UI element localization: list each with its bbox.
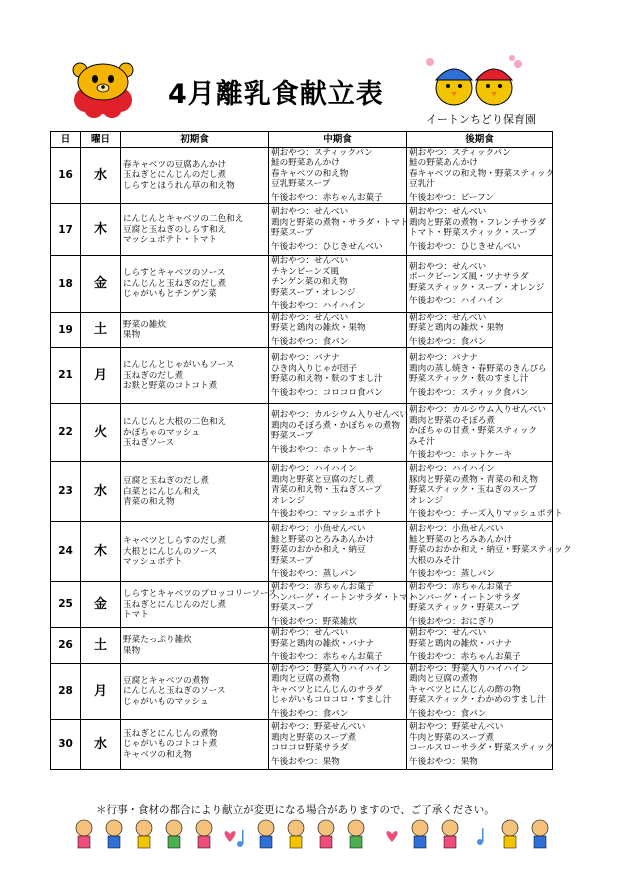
afternoon-snack: 午後おやつ：マッシュポテト (271, 509, 383, 520)
menu-item: 玉ねぎソース (123, 438, 175, 449)
menu-table (50, 131, 572, 770)
page-title: 4月離乳食献立表 (168, 79, 384, 110)
menu-item: 朝おやつ：カルシウム入りせんべい (271, 410, 409, 421)
menu-item: 野菜スープ・オレンジ (271, 287, 356, 298)
late-stage-cell (407, 348, 553, 404)
menu-item: 牛肉と野菜のスープ煮 (409, 732, 495, 743)
late-stage-cell (407, 522, 572, 582)
menu-item: ポークビーンズ風・ツナサラダ (409, 272, 529, 283)
menu-item: 春キャベツの和え物 (271, 168, 349, 179)
late-stage-cell (407, 204, 553, 256)
late-stage-cell (407, 720, 553, 770)
middle-stage-cell (269, 204, 407, 256)
menu-item: かぼちゃのマッシュ (123, 427, 200, 438)
early-stage-cell (121, 720, 269, 770)
day-cell: 30 (51, 720, 81, 770)
menu-item: コロコロ野菜サラダ (271, 743, 349, 754)
menu-item: キャベツとにんじんの酢の物 (409, 684, 521, 695)
sakura-decoration (426, 55, 522, 68)
menu-item: 鶏肉と野菜と豆腐のだし煮 (271, 474, 375, 485)
menu-item: 豆腐とキャベツの煮物 (123, 675, 209, 686)
day-cell: 22 (51, 404, 81, 462)
menu-item: 朝おやつ：赤ちゃんお菓子 (409, 582, 513, 593)
weekday-cell: 土 (81, 312, 121, 347)
menu-item: にんじんと玉ねぎのだし煮 (123, 278, 227, 289)
afternoon-snack: 午後おやつ：食パン (409, 336, 487, 347)
menu-item: 豚肉と野菜の煮物・青菜の和え物 (409, 474, 538, 485)
menu-item: 野菜スープ (271, 555, 314, 566)
menu-row (51, 148, 553, 204)
menu-item: 鶏肉の蒸し焼き・春野菜のきんぴら (409, 363, 547, 374)
menu-row (51, 462, 553, 522)
late-stage-cell (407, 404, 553, 462)
menu-item: 朝おやつ：小魚せんべい (271, 524, 366, 535)
day-cell: 24 (51, 522, 81, 582)
afternoon-snack: 午後おやつ：赤ちゃんお菓子 (409, 652, 521, 663)
menu-item: 朝おやつ：せんべい (409, 628, 487, 639)
afternoon-snack: 午後おやつ：蒸しパン (271, 569, 357, 580)
children-row (76, 820, 548, 848)
menu-item: お麩と野菜のコトコト煮 (123, 381, 218, 392)
menu-item: コールスローサラダ・野菜スティック (409, 743, 554, 754)
menu-item: トマト (123, 610, 149, 621)
menu-item: 朝おやつ：せんべい (271, 256, 349, 267)
middle-stage-cell (269, 312, 407, 347)
menu-item: 朝おやつ：せんべい (271, 628, 349, 639)
menu-item: チキンビーンズ風 (271, 266, 339, 277)
day-cell: 28 (51, 663, 81, 719)
day-cell: 18 (51, 256, 81, 312)
menu-item: にんじんと玉ねぎのソース (123, 686, 226, 697)
afternoon-snack: 午後おやつ：ひじきせんべい (409, 241, 521, 252)
menu-item: 春キャベツの和え物・野菜スティック (409, 168, 555, 179)
day-cell: 17 (51, 204, 81, 256)
chick-right (476, 69, 512, 105)
menu-item: 野菜スティック・玉ねぎのスープ (409, 485, 537, 496)
early-stage-cell (121, 312, 269, 347)
late-stage-cell (407, 462, 563, 522)
menu-item: じゃがいもとチンゲン菜 (123, 289, 217, 300)
afternoon-snack: 午後おやつ：赤ちゃんお菓子 (271, 192, 383, 203)
chick-left (436, 69, 472, 105)
early-stage-cell (121, 348, 269, 404)
menu-item: 野菜のおかか和え・納豆 (271, 545, 366, 556)
menu-row (51, 348, 553, 404)
menu-item: じゃがいもコロコロ・すまし汁 (271, 695, 392, 706)
menu-item: 鶏肉と野菜のスープ煮 (271, 732, 357, 743)
menu-item: マッシュポテト・トマト (123, 235, 218, 246)
col-header-early: 初期食 (121, 132, 269, 148)
menu-item: にんじんと大根の二色和え (123, 417, 227, 428)
menu-item: 鶏肉と豆腐の煮物 (409, 674, 478, 685)
menu-item: 野菜スティック・スープ・オレンジ (409, 282, 545, 293)
menu-item: 朝おやつ：せんべい (409, 312, 487, 323)
middle-stage-cell (269, 582, 417, 628)
menu-item: じゃがいものコトコト煮 (123, 739, 218, 750)
menu-item: 朝おやつ：野菜入りハイハイン (271, 663, 392, 674)
afternoon-snack: 午後おやつ：食パン (271, 708, 349, 719)
menu-item: ひき肉入りじゃが団子 (271, 363, 357, 374)
menu-item: キャベツとしらすのだし煮 (123, 536, 227, 547)
afternoon-snack: 午後おやつ：おにぎり (409, 616, 495, 627)
weekday-cell: 月 (81, 663, 121, 719)
menu-item: 春キャベツの豆腐あんかけ (123, 159, 227, 170)
late-stage-cell (407, 312, 553, 347)
day-cell: 25 (51, 582, 81, 628)
menu-item: じゃがいものマッシュ (123, 696, 209, 707)
middle-stage-cell (269, 720, 407, 770)
menu-item: 朝おやつ：野菜入りハイハイン (409, 663, 530, 674)
menu-item: 鮭と野菜のとろみあんかけ (409, 534, 513, 545)
middle-stage-cell (269, 404, 407, 462)
menu-item: 朝おやつ：赤ちゃんお菓子 (271, 582, 375, 593)
menu-item: 豆腐と玉ねぎのしらす和え (123, 224, 227, 235)
menu-item: 朝おやつ：せんべい (271, 207, 349, 218)
menu-item: 野菜と鶏肉の雑炊・バナナ (271, 638, 375, 649)
menu-item: みそ汁 (409, 436, 435, 447)
menu-item: 朝おやつ：カルシウム入りせんべい (409, 405, 547, 416)
menu-row (51, 522, 553, 582)
menu-row (51, 582, 553, 628)
chick-characters-illustration (424, 54, 524, 110)
weekday-cell: 金 (81, 582, 121, 628)
afternoon-snack: 午後おやつ：ビーフン (409, 192, 494, 203)
early-stage-cell (121, 256, 269, 312)
weekday-cell: 木 (81, 204, 121, 256)
middle-stage-cell (269, 148, 407, 204)
day-cell: 19 (51, 312, 81, 347)
early-stage-cell (121, 404, 269, 462)
menu-item: オレンジ (271, 495, 305, 506)
menu-item: かぼちゃの甘煮・野菜スティック (409, 426, 538, 437)
afternoon-snack: 午後おやつ：赤ちゃんお菓子 (271, 652, 383, 663)
early-stage-cell (121, 148, 269, 204)
middle-stage-cell (269, 522, 407, 582)
menu-item: 野菜の和え物・麩のすまし汁 (271, 374, 383, 385)
weekday-cell: 水 (81, 462, 121, 522)
menu-item: 玉ねぎとにんじんのだし煮 (123, 170, 227, 181)
menu-item: 朝おやつ：せんべい (409, 261, 487, 272)
menu-item: しらすとキャベツのブロッコリーソース (123, 589, 277, 600)
afternoon-snack: 午後おやつ：ひじきせんべい (271, 241, 383, 252)
col-header-dow: 曜日 (81, 132, 121, 148)
menu-row (51, 312, 553, 347)
menu-item: 野菜スティック・わかめのすまし汁 (409, 695, 546, 706)
menu-item: 野菜スープ (271, 431, 314, 442)
menu-item: 果物 (123, 330, 141, 341)
late-stage-cell (407, 663, 553, 719)
menu-item: 野菜スープ (271, 228, 314, 239)
menu-item: トマト・野菜スティック・スープ (409, 228, 537, 239)
afternoon-snack: 午後おやつ：食パン (409, 708, 487, 719)
menu-item: 野菜たっぷり雑炊 (123, 635, 192, 646)
menu-item: 野菜と鶏肉の雑炊・果物 (409, 323, 504, 334)
weekday-cell: 金 (81, 256, 121, 312)
menu-item: 野菜と鶏肉の雑炊・バナナ (409, 638, 513, 649)
school-name: イートンちどり保育園 (426, 113, 536, 126)
menu-row (51, 720, 553, 770)
menu-item: しらすとほうれん草の和え物 (123, 180, 235, 191)
middle-stage-cell (269, 462, 407, 522)
menu-item: 朝おやつ：ハイハイン (409, 464, 495, 475)
menu-item: 果物 (123, 645, 141, 656)
weekday-cell: 月 (81, 348, 121, 404)
heart-decorations (225, 831, 398, 842)
menu-item: 野菜スティック・麩のすまし汁 (409, 374, 529, 385)
menu-item: 朝おやつ：ハイハイン (271, 464, 357, 475)
afternoon-snack: 午後おやつ：チーズ入りマッシュポテト (409, 509, 563, 520)
day-cell: 16 (51, 148, 81, 204)
afternoon-snack: 午後おやつ：野菜雑炊 (271, 616, 357, 627)
menu-item: 野菜と鶏肉の雑炊・果物 (271, 323, 366, 334)
menu-item: 朝おやつ：野菜せんべい (409, 722, 504, 733)
header-row (51, 132, 553, 148)
late-stage-cell (407, 256, 553, 312)
menu-item: しらすとキャベツのソース (123, 268, 226, 279)
afternoon-snack: 午後おやつ：果物 (409, 756, 478, 767)
weekday-cell: 木 (81, 522, 121, 582)
menu-item: 鶏肉のそぼろ煮・かぼちゃの煮物 (271, 420, 400, 431)
menu-item: 鶏肉と豆腐の煮物 (271, 674, 340, 685)
menu-item: 青菜の和え物 (123, 497, 175, 508)
menu-item: 鮭の野菜あんかけ (271, 158, 340, 169)
menu-item: ハンバーグ・イートンサラダ・トマト (271, 592, 417, 603)
col-header-late: 後期食 (407, 132, 553, 148)
menu-item: 朝おやつ：バナナ (409, 353, 478, 364)
menu-item: 野菜スープ (271, 603, 314, 614)
menu-item: 鮭と野菜のとろみあんかけ (271, 534, 375, 545)
early-stage-cell (121, 522, 269, 582)
menu-item: 野菜スティック・野菜スープ (409, 603, 519, 614)
children-holding-hands-decoration (70, 816, 570, 856)
menu-item: 豆腐と玉ねぎのだし煮 (123, 476, 209, 487)
menu-item: キャベツの和え物 (123, 749, 192, 760)
menu-item: 朝おやつ：スティックパン (409, 148, 511, 158)
menu-item: マッシュポテト (123, 557, 183, 568)
menu-item: にんじんとキャベツの二色和え (123, 214, 244, 225)
menu-item: 野菜の雑炊 (123, 319, 166, 330)
afternoon-snack: 午後おやつ：ホットケーキ (271, 444, 374, 455)
afternoon-snack: 午後おやつ：蒸しパン (409, 569, 495, 580)
menu-item: 白菜とにんじん和え (123, 486, 201, 497)
flower-bear-logo (64, 56, 142, 116)
early-stage-cell (121, 582, 277, 628)
day-cell: 26 (51, 628, 81, 663)
early-stage-cell (121, 628, 269, 663)
menu-row (51, 256, 553, 312)
menu-item: 玉ねぎとにんじんのだし煮 (123, 599, 227, 610)
weekday-cell: 土 (81, 628, 121, 663)
col-header-day: 日 (51, 132, 81, 148)
late-stage-cell (407, 148, 553, 204)
menu-row (51, 204, 553, 256)
middle-stage-cell (269, 348, 407, 404)
menu-row (51, 404, 553, 462)
afternoon-snack: 午後おやつ：コロコロ食パン (271, 387, 383, 398)
menu-body (51, 148, 572, 770)
day-cell: 21 (51, 348, 81, 404)
afternoon-snack: 午後おやつ：果物 (271, 756, 340, 767)
early-stage-cell (121, 204, 269, 256)
menu-item: 朝おやつ：小魚せんべい (409, 524, 504, 535)
menu-item: 大根のみそ汁 (409, 555, 461, 566)
menu-item: 大根とにんじんのソース (123, 546, 217, 557)
menu-item: オレンジ (409, 495, 443, 506)
menu-item: 鶏肉と野菜の煮物・サラダ・トマト (271, 217, 409, 228)
middle-stage-cell (269, 663, 407, 719)
early-stage-cell (121, 663, 269, 719)
menu-item: 玉ねぎのだし煮 (123, 370, 184, 381)
menu-item: 豆乳野菜スープ (271, 179, 331, 190)
menu-item: 鶏肉と野菜のそぼろ煮 (409, 415, 495, 426)
menu-item: 朝おやつ：せんべい (271, 312, 349, 323)
menu-item: 朝おやつ：野菜せんべい (271, 722, 366, 733)
menu-item: にんじんとじゃがいもソース (123, 360, 235, 371)
middle-stage-cell (269, 628, 407, 663)
menu-item: キャベツとにんじんのサラダ (271, 684, 383, 695)
menu-row (51, 663, 553, 719)
late-stage-cell (407, 628, 553, 663)
menu-item: 鮭の野菜あんかけ (409, 158, 478, 169)
afternoon-snack: 午後おやつ：ハイハイン (409, 296, 504, 307)
weekday-cell: 水 (81, 720, 121, 770)
menu-item: 朝おやつ：バナナ (271, 353, 340, 364)
menu-item: 鶏肉と野菜の煮物・フレンチサラダ (409, 217, 546, 228)
menu-item: 朝おやつ：せんべい (409, 207, 487, 218)
late-stage-cell (407, 582, 553, 628)
footer-note: ＊行事・食材の都合により献立が変更になる場合がありますので、ご了承ください。 (96, 804, 495, 816)
afternoon-snack: 午後おやつ：ハイハイン (271, 301, 366, 312)
middle-stage-cell (269, 256, 407, 312)
day-cell: 23 (51, 462, 81, 522)
menu-row (51, 628, 553, 663)
menu-item: チンゲン菜の和え物 (271, 277, 348, 288)
afternoon-snack: 午後おやつ：スティック食パン (409, 387, 529, 398)
weekday-cell: 水 (81, 148, 121, 204)
menu-item: 野菜のおかか和え・納豆・野菜スティック (409, 545, 572, 556)
weekday-cell: 火 (81, 404, 121, 462)
afternoon-snack: 午後おやつ：食パン (271, 336, 349, 347)
menu-item: ハンバーグ・イートンサラダ (409, 592, 521, 603)
menu-item: 青菜の和え物・玉ねぎスープ (271, 485, 382, 496)
page-header (0, 0, 631, 130)
afternoon-snack: 午後おやつ：ホットケーキ (409, 450, 512, 461)
col-header-mid: 中期食 (269, 132, 407, 148)
menu-item: 豆乳汁 (409, 179, 435, 190)
early-stage-cell (121, 462, 269, 522)
menu-item: 朝おやつ：スティックパン (271, 148, 373, 158)
menu-item: 玉ねぎとにんじんの煮物 (123, 728, 218, 739)
